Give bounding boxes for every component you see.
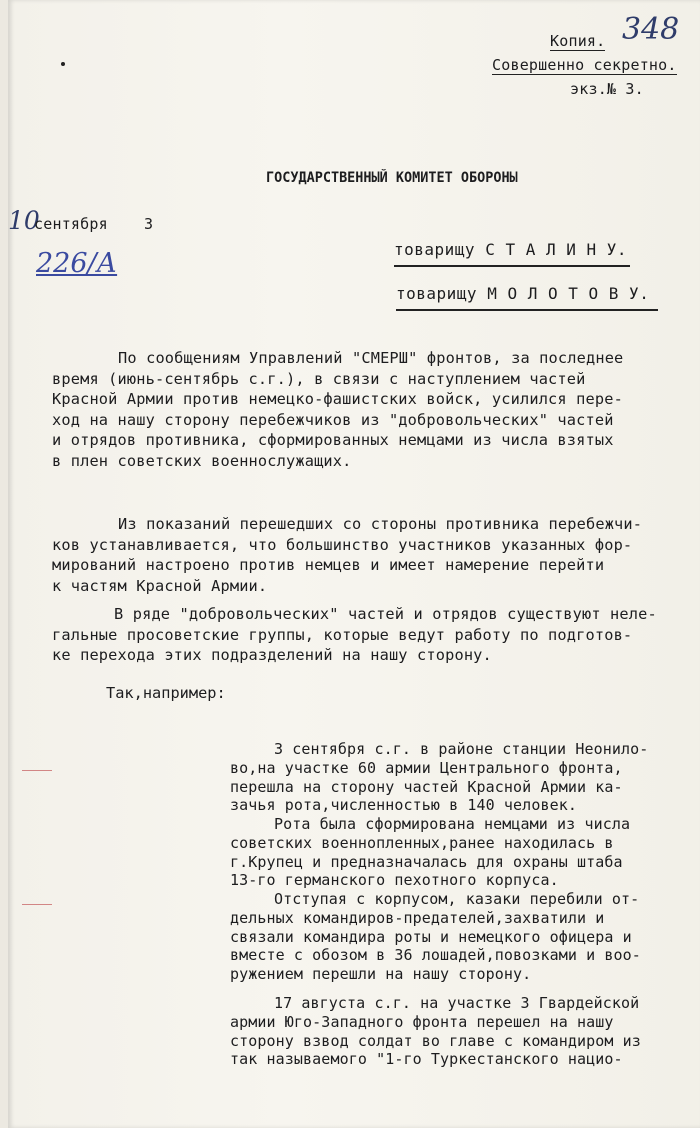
- text-line: ход на нашу сторону перебежчиков из "добровольческих" частей: [52, 410, 614, 429]
- text-line: зачья рота,численностью в 140 человек.: [230, 796, 577, 815]
- intro-paragraph-2: [52, 514, 642, 596]
- text-line: По сообщениям Управлений "СМЕРШ" фронтов, за последнее: [118, 349, 624, 367]
- example-paragraph-2: [230, 815, 630, 890]
- intro-paragraph-3: [52, 604, 657, 666]
- text-line: ков устанавливается, что большинство участников указанных фор-: [52, 535, 633, 554]
- text-line: дельных командиров-предателей,захватили и: [230, 908, 605, 927]
- text-line: ке перехода этих подразделений на нашу сторону.: [52, 646, 492, 665]
- document-page: [8, 0, 700, 1128]
- example-paragraph-4: [230, 994, 641, 1069]
- text-line: В ряде "добровольческих" частей и отрядов существуют неле-: [114, 605, 657, 623]
- text-line: Красной Армии против немецко-фашистских войск, усилился пере-: [52, 390, 623, 409]
- text-line: перешла на сторону частей Красной Армии ка-: [230, 777, 623, 796]
- text-line: связали командира роты и немецкого офицера и: [230, 927, 632, 946]
- text-line: Отступая с корпусом, казаки перебили от-: [274, 890, 640, 908]
- margin-mark: [22, 904, 52, 905]
- text-line: время (июнь-сентябрь с.г.), в связи с наступлением частей: [52, 369, 586, 388]
- example-intro: Так,например:: [106, 684, 226, 702]
- text-line: в плен советских военнослужащих.: [52, 451, 352, 470]
- text-line: к частям Красной Армии.: [52, 576, 268, 595]
- committee-title: ГОСУДАРСТВЕННЫЙ КОМИТЕТ ОБОРОНЫ: [266, 170, 518, 186]
- recipient-molotov: товарищу М О Л О Т О В У.: [396, 284, 658, 311]
- copy-label: Копия.: [550, 32, 606, 50]
- stray-mark: [61, 62, 65, 66]
- date-day-handwritten: 10: [8, 206, 40, 235]
- text-line: 17 августа с.г. на участке 3 Гвардейской: [274, 994, 640, 1012]
- example-paragraph-3: [230, 890, 641, 984]
- text-line: ружением перешли на нашу сторону.: [230, 965, 532, 984]
- text-line: Из показаний перешедших со стороны противника перебежчи-: [118, 515, 643, 533]
- secrecy-stamp: Совершенно секретно.: [492, 56, 677, 74]
- text-line: советских военнопленных,ранее находилась в: [230, 833, 614, 852]
- text-line: во,на участке 60 армии Центрального фронта,: [230, 758, 623, 777]
- copy-number: экз.№ 3.: [570, 80, 644, 98]
- text-line: сторону взвод солдат во главе с командиром из: [230, 1031, 641, 1050]
- example-paragraph-1: [230, 740, 648, 815]
- date-month: сентября: [34, 215, 108, 233]
- text-line: 13-го германского пехотного корпуса.: [230, 871, 559, 890]
- text-line: и отрядов противника, сформированных немцами из числа взятых: [52, 431, 614, 450]
- text-line: вместе с обозом в 36 лошадей,повозками и воо-: [230, 946, 641, 965]
- margin-mark: [22, 770, 52, 771]
- text-line: гальные просоветские группы, которые ведут работу по подготов-: [52, 625, 633, 644]
- page-number-handwritten: 348: [622, 12, 680, 47]
- text-line: Рота была сформирована немцами из числа: [274, 815, 631, 833]
- registration-number-handwritten: 226/А: [36, 248, 118, 279]
- intro-paragraph-1: [52, 348, 623, 472]
- text-line: мирований настроено против немцев и имеет намерение перейти: [52, 556, 605, 575]
- recipient-stalin: товарищу С Т А Л И Н У.: [394, 240, 630, 267]
- text-line: армии Юго-Западного фронта перешел на нашу: [230, 1012, 614, 1031]
- text-line: так называемого "1-го Туркестанского нацио-: [230, 1050, 623, 1069]
- text-line: 3 сентября с.г. в районе станции Неонило-: [274, 740, 649, 758]
- text-line: г.Крупец и предназначалась для охраны штаба: [230, 852, 623, 871]
- date-year: 3: [144, 215, 154, 233]
